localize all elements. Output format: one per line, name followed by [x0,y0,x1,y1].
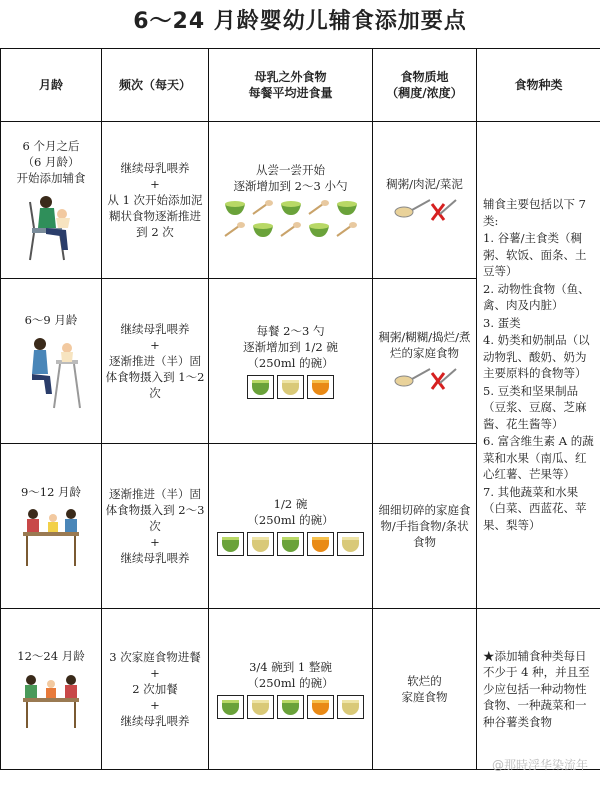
bowl-row [212,695,369,719]
page-title: 6～24 月龄婴幼儿辅食添加要点 [133,9,467,34]
types-item: 1. 谷薯/主食类（稠粥、软饭、面条、土豆等） [483,231,587,278]
texture-cell: 稠粥/糊糊/捣烂/煮烂的家庭食物 [373,279,477,444]
age-label: 9～12 月龄 [20,485,82,499]
amount-text: 每餐 2～3 勺 逐渐增加到 1/2 碗 （250ml 的碗） [243,324,338,370]
bowl-icon [223,198,247,216]
amount-cell [209,444,373,609]
freq-cell: 继续母乳喂养 + 逐渐推进（半）固体食物摄入到 1～2 次 [102,279,209,444]
age-cell [1,609,102,770]
texture-cell: 稠粥/肉泥/菜泥 [373,122,477,279]
types-item: 5. 豆类和坚果制品（豆浆、豆腐、芝麻酱、花生酱等） [483,383,587,431]
age-label: 12～24 月龄 [17,649,85,663]
header-row [1,49,600,122]
bowl-spoon-row [212,198,369,238]
bowl-icon [247,532,274,556]
spoon-icon [307,198,331,216]
bowl-icon [247,695,274,719]
bowl-icon [247,375,274,399]
types-item: 4. 奶类和奶制品（以动物乳、酸奶、奶为主要原料的食物等） [483,333,590,380]
highchair-feeding-icon [16,332,86,410]
types-intro: 辅食主要包括以下 7 类: [483,197,586,228]
age-cell [1,122,102,279]
texture-cell: 软烂的 家庭食物 [373,609,477,770]
bowl-icon [277,375,304,399]
spoon-icon [223,220,247,238]
header-types: 食物种类 [477,49,600,122]
age-label: 6 个月之后 （6 月龄） 开始添加辅食 [16,139,86,185]
freq-cell: 继续母乳喂养 + 从 1 次开始添加泥糊状食物逐渐推进到 2 次 [102,122,209,279]
age-cell [1,444,102,609]
bowl-icon [307,220,331,238]
spoon-cross-icon [390,194,460,224]
bowl-icon [307,375,334,399]
bowl-icon [335,198,359,216]
types-item: 7. 其他蔬菜和水果（白菜、西蓝花、苹果、梨等） [483,484,587,532]
watermark: @那時浮华染流年 [491,758,588,772]
bowl-icon [307,695,334,719]
amount-text: 3/4 碗到 1 整碗 （250ml 的碗） [247,660,334,690]
table-row [1,609,600,770]
header-amount: 母乳之外食物 每餐平均进食量 [209,49,373,122]
family-meal-icon [13,668,89,730]
food-types-cell [477,122,600,609]
spoon-cross-icon [390,363,460,393]
amount-text: 1/2 碗 （250ml 的碗） [247,497,334,527]
freq-cell: 逐渐推进（半）固体食物摄入到 2～3 次 + 继续母乳喂养 [102,444,209,609]
family-table-icon [13,504,89,568]
bowl-row [212,375,369,399]
bowl-icon [337,532,364,556]
bowl-icon [277,695,304,719]
note-cell [477,609,600,770]
bowl-icon [251,220,275,238]
bowl-icon [217,695,244,719]
amount-cell [209,279,373,444]
spoon-icon [279,220,303,238]
spoon-icon [251,198,275,216]
bowl-icon [307,532,334,556]
types-item: 6. 富含维生素 A 的蔬菜和水果（南瓜、红心红薯、芒果等） [483,434,594,481]
types-item: 3. 蛋类 [483,315,521,330]
amount-cell [209,609,373,770]
header-freq: 频次（每天） [102,49,209,122]
guide-table [0,48,600,770]
bowl-icon [217,532,244,556]
header-texture: 食物质地 （稠度/浓度） [373,49,477,122]
texture-cell: 细细切碎的家庭食物/手指食物/条状食物 [373,444,477,609]
note-text: ★添加辅食种类每日不少于 4 种，并且至少应包括一种动物性食物、一种蔬菜和一种谷薯类食物 [483,648,590,729]
bowl-row [212,532,369,556]
bowl-icon [279,198,303,216]
bowl-icon [277,532,304,556]
header-age: 月龄 [1,49,102,122]
spoon-icon [335,220,359,238]
mother-feeding-icon [16,190,86,262]
types-item: 2. 动物性食物（鱼、禽、肉及内脏） [483,281,590,312]
freq-cell: 3 次家庭食物进餐 + 2 次加餐 + 继续母乳喂养 [102,609,209,770]
age-cell [1,279,102,444]
amount-cell [209,122,373,279]
bowl-icon [337,695,364,719]
amount-text: 从尝一尝开始 逐渐增加到 2～3 小勺 [233,163,348,193]
table-row [1,122,600,279]
age-label: 6～9 月龄 [24,313,78,327]
